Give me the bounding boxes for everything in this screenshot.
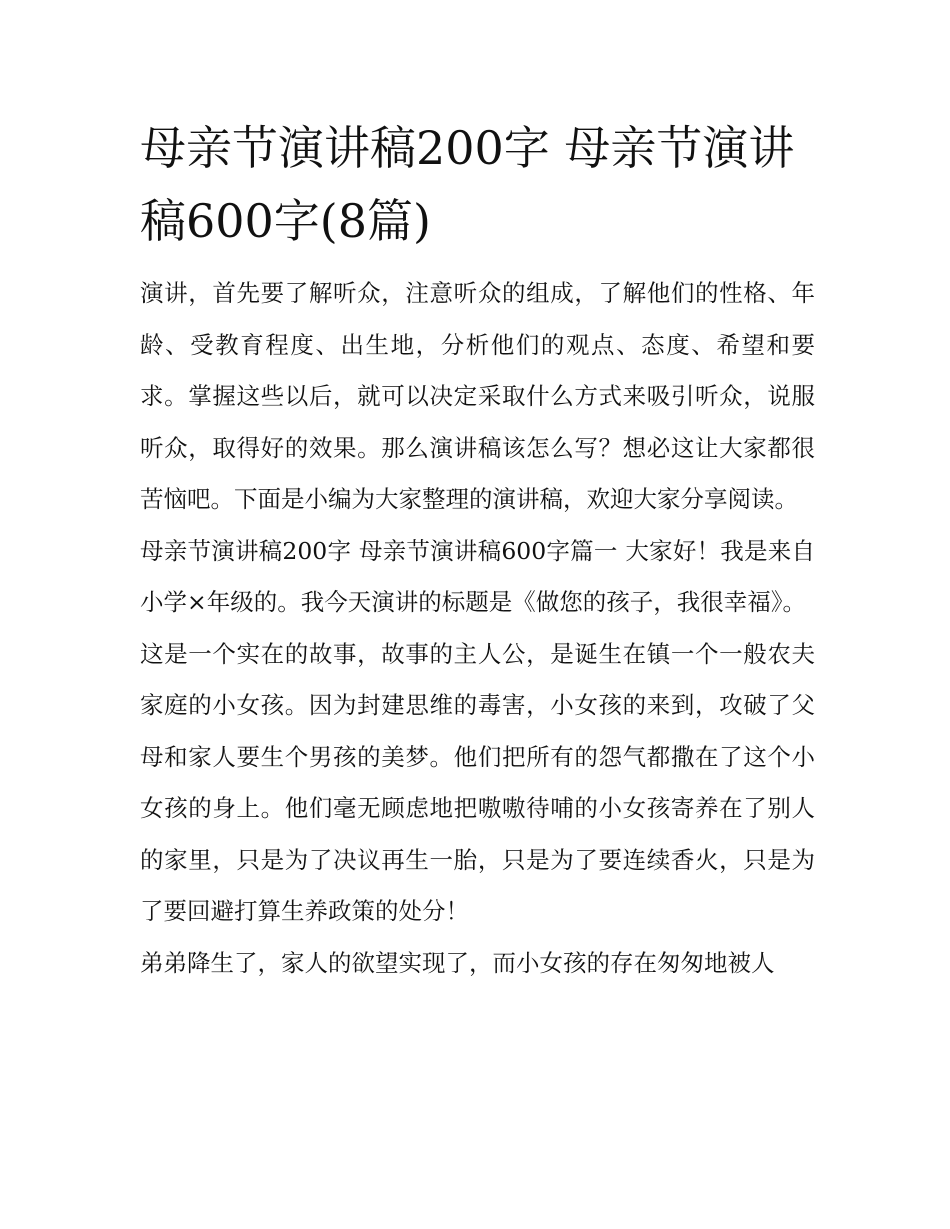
document-title: 母亲节演讲稿200字 母亲节演讲稿600字(8篇) xyxy=(140,121,795,248)
paragraph-story: 这是一个实在的故事，故事的主人公，是诞生在镇一个一般农夫家庭的小女孩。因为封建思维的毒害，小女孩的来到，攻破了父母和家人要生个男孩的美梦。他们把所有的怨气都撒在了这个小女孩的身上。他们毫无顾虑地把嗷嗷待哺的小女孩寄养在了别人的家里，只是为了决议再生一胎，只是为了要连续香火，只是为了要回避打算生养政策的处分！ xyxy=(140,639,815,925)
paragraph-story-continued: 弟弟降生了，家人的欲望实现了，而小女孩的存在匆匆地被人 xyxy=(140,948,775,977)
paragraph-intro: 演讲，首先要了解听众，注意听众的组成，了解他们的性格、年龄、受教育程度、出生地，分析他们的观点、态度、希望和要求。掌握这些以后，就可以决定采取什么方式来吸引听众，说服听众，取得好的效果。那么演讲稿该怎么写？想必这让大家都很苦恼吧。下面是小编为大家整理的演讲稿，欢迎大家分享阅读。 xyxy=(140,279,815,513)
document-content xyxy=(140,112,815,989)
paragraph-speech-opening: 母亲节演讲稿200字 母亲节演讲稿600字篇一 大家好！我是来自小学×年级的。我今天演讲的标题是《做您的孩子，我很幸福》。 xyxy=(140,536,815,616)
